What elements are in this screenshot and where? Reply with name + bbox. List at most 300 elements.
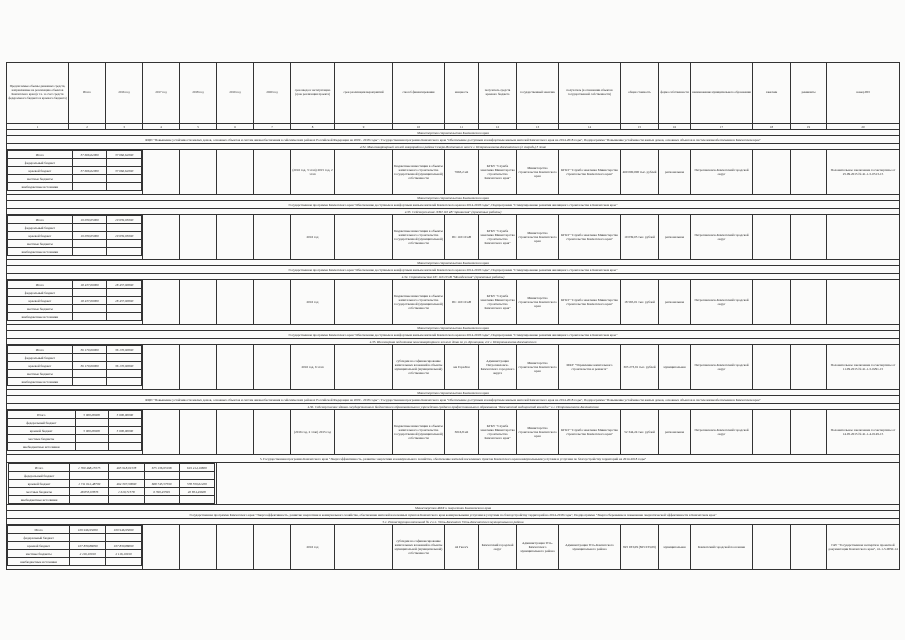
year-2019-cell	[217, 525, 254, 570]
col-header: Итого	[69, 63, 106, 124]
funding-value: 5 000,00000	[108, 427, 141, 435]
year-2019-cell	[217, 345, 254, 390]
funding-row	[8, 419, 142, 427]
col-number: 1	[7, 124, 69, 130]
method-cell: Бюджетные инвестиции в объекты капитального строительства государственной (муниципальной) собственности	[393, 215, 445, 260]
year-2019-cell	[217, 215, 254, 260]
col-header: номер ПИ	[827, 63, 900, 124]
program-name: 5. Государственная программа Камчатского края "Энергоэффективность, развитие энергетики и коммунального хозяйства, обеспечение жителей населенных пунктов Камчатского края коммунальными услугами и услугами по благоустройству территорий на 2014-2018 годы"	[7, 455, 900, 463]
funding-value	[108, 419, 141, 427]
municipality-cell: Камчатский городской поселение	[691, 525, 753, 570]
funding-label: Итого	[8, 281, 73, 289]
object-name: 4.35. Инженерная подготовка многоквартирного жилого дома по ул. Кроноцкая, 2/2 г. Петропавловска-Камчатского	[7, 339, 900, 345]
recipient-cell: КГКУ "Служба заказчика Министерства строительства Камчатского края"	[479, 280, 517, 325]
year-2020-cell	[254, 525, 291, 570]
funding-row	[8, 289, 142, 297]
funding-label: внебюджетные источники	[9, 496, 70, 504]
col-header: 2020 год	[254, 63, 291, 124]
funding-label: местные бюджеты	[8, 550, 70, 558]
col-number: 19	[791, 124, 827, 130]
program-row	[7, 396, 900, 404]
col-header: получатель (в отношении объектов государственной собственности)	[559, 63, 621, 124]
col-number: 10	[393, 124, 445, 130]
form-cell: муниципальная	[659, 525, 691, 570]
col-number: 20	[827, 124, 900, 130]
form-cell: региональная	[659, 215, 691, 260]
year-2018-cell	[180, 215, 217, 260]
funding-cell	[7, 410, 143, 455]
owner-cell: КГКУ "Служба заказчика Министерства строительства Камчатского края"	[559, 410, 621, 455]
funding-label: краевой бюджет	[8, 167, 73, 175]
term-cell: 2016 год	[291, 215, 335, 260]
funding-value	[107, 313, 142, 321]
funding-label: Итого	[9, 464, 70, 472]
funding-value	[72, 378, 107, 386]
funding-label: внебюджетные источники	[8, 378, 73, 386]
program-rest-cell	[217, 463, 900, 505]
funding-value	[107, 240, 142, 248]
funding-label: внебюджетные источники	[8, 248, 73, 256]
program-row	[7, 331, 900, 339]
year-2019-cell	[217, 410, 254, 455]
customer-cell: Министерство строительства Камчатского края	[517, 150, 559, 195]
funding-value	[107, 248, 142, 256]
funding-value: 1 760 468,15575	[70, 464, 109, 472]
col-header: заказчик	[753, 63, 791, 124]
funding-value	[107, 370, 142, 378]
funding-value	[72, 175, 107, 183]
method-cell: субсидии на софинансирование капитальных вложений в объекты муниципальной (муниципальной) собственности	[393, 345, 445, 390]
funding-value	[107, 224, 142, 232]
owner-cell: КГКУ "Служба заказчика Министерства строительства Камчатского края"	[559, 215, 621, 260]
year-2018-cell	[180, 150, 217, 195]
municipality-cell: Петропавловск-Камчатский городской округ	[691, 150, 753, 195]
year-2019-cell	[217, 150, 254, 195]
funding-label: внебюджетные источники	[8, 313, 73, 321]
year-2017-cell	[143, 410, 180, 455]
zakazchik-cell	[753, 525, 791, 570]
funding-value: 5 000,00000	[75, 411, 108, 419]
funding-row	[9, 472, 215, 480]
funding-value: 619 414,10800	[179, 464, 214, 472]
funding-row	[8, 175, 142, 183]
col-header: 2018 год	[180, 63, 217, 124]
funding-value: 37 666,62000	[107, 151, 142, 159]
funding-row	[8, 435, 142, 443]
power-cell: ПС 110/10 кВ	[445, 280, 479, 325]
funding-row	[8, 159, 142, 167]
funding-label: Итого	[8, 346, 73, 354]
funding-value: 40 854,49600	[179, 488, 214, 496]
col-number: 13	[517, 124, 559, 130]
funding-value: 109 946,95000	[70, 526, 106, 534]
term-cell: 2016 год	[291, 525, 335, 570]
funding-label: федеральный бюджет	[8, 354, 73, 362]
funding-row	[8, 354, 142, 362]
program-row	[7, 511, 900, 519]
funding-value	[106, 558, 142, 566]
form-cell: региональная	[659, 410, 691, 455]
funding-value	[72, 370, 107, 378]
funding-value	[107, 159, 142, 167]
year-2017-cell	[143, 150, 180, 195]
funding-row	[9, 488, 215, 496]
owner-cell: Администрация Усть-Камчатского муниципального района	[559, 525, 621, 570]
funding-row	[8, 362, 142, 370]
funding-value: 37 666,62000	[107, 167, 142, 175]
funding-label: Итого	[8, 526, 70, 534]
funding-value	[72, 159, 107, 167]
funding-row	[9, 480, 215, 488]
funding-cell	[7, 525, 143, 570]
header-row	[7, 63, 900, 124]
year-2020-cell	[254, 150, 291, 195]
program-row	[7, 201, 900, 209]
funding-value: 19 039,05000	[107, 232, 142, 240]
ministry-name: Министерство строительства Камчатского края	[7, 130, 900, 136]
funding-value	[70, 496, 109, 504]
funding-value	[109, 472, 144, 480]
funding-value	[70, 558, 106, 566]
funding-value	[107, 378, 142, 386]
funding-row	[8, 526, 142, 534]
year-2017-cell	[143, 215, 180, 260]
funding-label: местные бюджеты	[8, 305, 73, 313]
recipient-cell: Камчатский городской округ	[479, 525, 517, 570]
municipality-cell: Петропавловск-Камчатский городской округ	[691, 345, 753, 390]
col-header: общая стоимость	[621, 63, 659, 124]
form-cell: региональная	[659, 150, 691, 195]
funding-row	[8, 378, 142, 386]
program-name: Государственная программа Камчатского края "Обеспечение доступным и комфортным жильем жителей Камчатского края на 2014-2018 годы", Подпрограмма "Стимулирование развития жилищного строительства в Камчатском крае"	[7, 201, 900, 209]
cost-cell: 825 033,09 (825 033,09)	[621, 525, 659, 570]
cost-cell: 460 000,000 тыс. рублей	[621, 150, 659, 195]
object-name: 4.36. Сейсмоусиление здания государственного бюджетного образовательного учреждения среднего профессионального образования "Камчатский медицинский колледж" в г. Петропавловске-Камчатском	[7, 404, 900, 410]
funding-cell	[7, 280, 143, 325]
funding-value	[179, 496, 214, 504]
pi-cell	[827, 215, 900, 260]
program-name: Государственная программа Камчатского края "Энергоэффективность, развитие энергетики и коммунального хозяйства, обеспечение жителей населенных пунктов Камчатского края коммунальными услугами и услугами по благоустройству территорий на 2014-2018 годы", Подпрограмма "Энергосбережение и повышение энергетической эффективности в Камчатском крае"	[7, 511, 900, 519]
form-cell: муниципальная	[659, 345, 691, 390]
program-name: Государственная программа Камчатского края "Обеспечение доступным и комфортным жильем жителей Камчатского края на 2014-2018 годы", Подпрограмма "Стимулирование развития жилищного строительства в Камчатском крае"	[7, 331, 900, 339]
pi-cell: Положительное заключение госэкспертизы от 14.05.2015 № 41-1-4-0149-15	[827, 410, 900, 455]
funding-label: местные бюджеты	[9, 488, 70, 496]
method-cell: Бюджетные инвестиции в объекты капитального строительства государственной (муниципальной) собственности	[393, 150, 445, 195]
funding-value: 37 666,62000	[72, 167, 107, 175]
object-name: 4.34. Строительство ПС 110/10 кВ "Молодежная" (проектные работы)	[7, 274, 900, 280]
funding-value	[72, 313, 107, 321]
funding-row	[9, 496, 215, 504]
object-name: 5.1. Реконструкция котельной № 2 в п. Усть-Камчатск Усть-Камчатского муниципального района	[7, 519, 900, 525]
funding-row	[8, 305, 142, 313]
funding-label: федеральный бюджет	[8, 419, 76, 427]
funding-row	[8, 151, 142, 159]
funding-row	[8, 346, 142, 354]
method-cell: Бюджетные инвестиции в объекты капитального строительства государственной (муниципальной) собственности	[393, 280, 445, 325]
col-number: 5	[180, 124, 217, 130]
funding-value	[107, 354, 142, 362]
year-2018-cell	[180, 525, 217, 570]
year-2018-cell	[180, 410, 217, 455]
activity-term-cell	[335, 525, 393, 570]
program-row	[7, 136, 900, 144]
funding-value: 18 437,00000	[107, 281, 142, 289]
object-detail-row	[7, 345, 900, 390]
col-number: 2	[69, 124, 106, 130]
owner-cell: МКУ "Управление капитального строительства и ремонта"	[559, 345, 621, 390]
funding-cell	[7, 150, 143, 195]
funding-label: внебюджетные источники	[8, 558, 70, 566]
funding-value	[72, 240, 107, 248]
funding-table	[7, 345, 142, 386]
funding-row	[8, 443, 142, 451]
zakazchik-cell	[753, 345, 791, 390]
zakazchik-cell	[753, 150, 791, 195]
funding-label: федеральный бюджет	[8, 224, 73, 232]
funding-cell	[7, 215, 143, 260]
col-number: 4	[143, 124, 180, 130]
funding-label: федеральный бюджет	[9, 472, 70, 480]
funding-value: 48 855,67876	[70, 488, 109, 496]
col-header: 2017 год	[143, 63, 180, 124]
funding-label: федеральный бюджет	[8, 534, 70, 542]
customer-cell: Министерство строительства Камчатского края	[517, 345, 559, 390]
funding-row	[8, 281, 142, 289]
funding-value	[70, 472, 109, 480]
funding-value	[107, 183, 142, 191]
funding-table	[7, 410, 142, 451]
col-header: наименование муниципального образования	[691, 63, 753, 124]
ministry-name: Министерство строительства Камчатского края	[7, 325, 900, 331]
funding-value	[108, 435, 141, 443]
funding-table	[7, 525, 142, 566]
col-number: 17	[691, 124, 753, 130]
power-cell: 3016,8 м2	[445, 410, 479, 455]
municipality-cell: Петропавловск-Камчатский городской округ	[691, 215, 753, 260]
col-number: 7	[254, 124, 291, 130]
customer-cell: Министерство строительства Камчатского края	[517, 215, 559, 260]
year-2020-cell	[254, 345, 291, 390]
recipient-cell: КГКУ "Служба заказчика Министерства строительства Камчатского края"	[479, 150, 517, 195]
power-cell: 44 Гкал/ч	[445, 525, 479, 570]
funding-value	[106, 534, 142, 542]
year-2018-cell	[180, 280, 217, 325]
form-cell: региональная	[659, 280, 691, 325]
funding-value: 18 437,00000	[107, 297, 142, 305]
requisites-cell	[791, 280, 827, 325]
funding-value	[75, 443, 108, 451]
funding-label: Итого	[8, 216, 73, 224]
year-2017-cell	[143, 345, 180, 390]
col-header: срок ввода в эксплуатацию (срок реализации проекта)	[291, 63, 335, 124]
activity-term-cell	[335, 410, 393, 455]
object-name: 4.33. Сейсмоусиление ЛЭП 110 кВ "Арнинская" (проектные работы)	[7, 209, 900, 215]
power-cell: км Гора/Км	[445, 345, 479, 390]
funding-label: краевой бюджет	[8, 297, 73, 305]
object-detail-row	[7, 525, 900, 570]
funding-value: 36 170,00000	[72, 346, 107, 354]
object-name: 4.32. Многоквартирный жилой микрорайон в районе Северо-Восточного шоссе г. Петропавловска-Камчатского (2 очередь) 3 этап	[7, 144, 900, 150]
col-header: государственный заказчик	[517, 63, 559, 124]
year-2020-cell	[254, 410, 291, 455]
activity-term-cell	[335, 150, 393, 195]
col-header: 2016 год	[106, 63, 143, 124]
col-number: 15	[621, 124, 659, 130]
cost-cell: 18 565,01 тыс. рублей	[621, 280, 659, 325]
requisites-cell	[791, 150, 827, 195]
funding-value: 18 437,00000	[72, 281, 107, 289]
col-header: реквизиты	[791, 63, 827, 124]
col-number: 3	[106, 124, 143, 130]
funding-value: 36 170,00000	[107, 346, 142, 354]
col-number: 6	[217, 124, 254, 130]
funding-value: 668 745,57599	[144, 480, 179, 488]
zakazchik-cell	[753, 215, 791, 260]
funding-row	[8, 313, 142, 321]
ministry-name: Министерство строительства Камчатского края	[7, 390, 900, 396]
year-2017-cell	[143, 280, 180, 325]
funding-value	[108, 443, 141, 451]
funding-value: 107 830,88090	[106, 542, 142, 550]
funding-value	[72, 289, 107, 297]
funding-value: 1 610,71578	[109, 488, 144, 496]
funding-table	[7, 215, 142, 256]
municipality-cell: Петропавловск-Камчатский городской округ	[691, 280, 753, 325]
funding-value	[72, 354, 107, 362]
funding-label: краевой бюджет	[8, 362, 73, 370]
funding-label: федеральный бюджет	[8, 289, 73, 297]
funding-row	[8, 558, 142, 566]
funding-row	[8, 411, 142, 419]
term-cell: (2016 год, 3 этап) 2015 год, 2 этап	[291, 150, 335, 195]
col-number: 8	[291, 124, 335, 130]
municipality-cell: Петропавловск-Камчатский городской округ	[691, 410, 753, 455]
activity-term-cell	[335, 215, 393, 260]
funding-value	[144, 472, 179, 480]
funding-value: 578 559,61200	[179, 480, 214, 488]
funding-value	[144, 496, 179, 504]
object-detail-row	[7, 410, 900, 455]
funding-label: внебюджетные источники	[8, 443, 76, 451]
funding-value: 5 000,00000	[108, 411, 141, 419]
cost-cell: 52 344,24 тыс. рублей	[621, 410, 659, 455]
investment-table	[6, 62, 900, 570]
activity-term-cell	[335, 345, 393, 390]
object-detail-row	[7, 280, 900, 325]
recipient-cell: Администрация Петропавловск-Камчатского городского округа	[479, 345, 517, 390]
funding-label: краевой бюджет	[8, 542, 70, 550]
table-body	[7, 124, 900, 570]
funding-row	[8, 183, 142, 191]
program-name: ФЦП "Повышение устойчивости жилых домов, основных объектов и систем жизнеобеспечения в сейсмических районах Российской Федерации на 2009 - 2018 годы" / Государственная программа Камчатского края "Обеспечение доступным и комфортным жильем жителей Камчатского края на 2014-2018 годы", Подпрограмма "Повышение устойчивости жилых домов, основных объектов и систем жизнеобеспечения в Камчатском крае"	[7, 136, 900, 144]
funding-label: краевой бюджет	[8, 232, 73, 240]
cost-cell: 303 273,91 тыс. рублей	[621, 345, 659, 390]
funding-value: 109 946,95000	[106, 526, 142, 534]
year-2020-cell	[254, 215, 291, 260]
zakazchik-cell	[753, 410, 791, 455]
funding-cell	[7, 345, 143, 390]
funding-value: 2 116,10910	[106, 550, 142, 558]
object-detail-row	[7, 150, 900, 195]
funding-value: 19 039,05000	[72, 232, 107, 240]
program-row	[7, 266, 900, 274]
funding-value: 1 711 612,48799	[70, 480, 109, 488]
requisites-cell	[791, 410, 827, 455]
funding-value: 19 039,05000	[107, 216, 142, 224]
col-number: 12	[479, 124, 517, 130]
funding-label: краевой бюджет	[9, 480, 70, 488]
funding-label: местные бюджеты	[8, 435, 76, 443]
power-cell: ПС 110/10 кВ	[445, 215, 479, 260]
col-number: 16	[659, 124, 691, 130]
funding-value	[75, 419, 108, 427]
pi-cell: Положительное заключение госэкспертизы от 25.09.2015 № 41-1-5-0513-15	[827, 150, 900, 195]
funding-row	[8, 232, 142, 240]
funding-value: 465 918,01578	[109, 464, 144, 472]
year-2018-cell	[180, 345, 217, 390]
funding-value: 37 666,62000	[72, 151, 107, 159]
funding-label: местные бюджеты	[8, 240, 73, 248]
col-header: 2019 год	[217, 63, 254, 124]
funding-value: 5 000,00000	[75, 427, 108, 435]
ministry-name: Министерство строительства Камчатского края	[7, 195, 900, 201]
funding-value	[109, 496, 144, 504]
funding-value: 107 830,88090	[70, 542, 106, 550]
funding-label: Итого	[8, 411, 76, 419]
funding-row	[8, 248, 142, 256]
funding-row	[8, 297, 142, 305]
col-header: форма собственности	[659, 63, 691, 124]
funding-value	[107, 175, 142, 183]
method-cell: субсидии на софинансирование капитальных вложений в объекты муниципальной (муниципальной) собственности	[393, 525, 445, 570]
funding-value	[72, 183, 107, 191]
program-funding-cell	[7, 463, 217, 505]
activity-term-cell	[335, 280, 393, 325]
funding-row	[8, 224, 142, 232]
program-name: ФЦП "Повышение устойчивости жилых домов, основных объектов и систем жизнеобеспечения в сейсмических районах Российской Федерации на 2009 - 2018 годы" / Государственная программа Камчатского края "Обеспечение доступным и комфортным жильем жителей Камчатского края на 2014-2018 годы", Подпрограмма "Повышение устойчивости жилых домов, основных объектов и систем жизнеобеспечения в Камчатском крае"	[7, 396, 900, 404]
funding-value: 464 307,30000	[109, 480, 144, 488]
term-cell: 2016 год	[291, 280, 335, 325]
funding-value: 18 437,00000	[72, 297, 107, 305]
funding-label: местные бюджеты	[8, 370, 73, 378]
funding-value	[107, 289, 142, 297]
owner-cell: КГКУ "Служба заказчика Министерства строительства Камчатского края"	[559, 280, 621, 325]
funding-value	[72, 248, 107, 256]
pi-cell: Положительное заключение госэкспертизы от 11.09.2015 № 41-1-5-0291-15	[827, 345, 900, 390]
cost-cell: 19 039,05 тыс. рублей	[621, 215, 659, 260]
customer-cell: Министерство строительства Камчатского края	[517, 280, 559, 325]
ministry-name: Министерство строительства Камчатского края	[7, 260, 900, 266]
ministry-name: Министерство ЖКХ и энергетики Камчатского края	[7, 505, 900, 511]
funding-value: 6 390,45599	[144, 488, 179, 496]
funding-label: Итого	[8, 151, 73, 159]
program-row	[7, 455, 900, 463]
funding-value	[72, 224, 107, 232]
col-number: 18	[753, 124, 791, 130]
funding-row	[8, 542, 142, 550]
customer-cell: Министерство строительства Камчатского края	[517, 410, 559, 455]
year-2020-cell	[254, 280, 291, 325]
col-number: 14	[559, 124, 621, 130]
funding-row	[9, 464, 215, 472]
funding-value: 36 170,00000	[72, 362, 107, 370]
recipient-cell: КГКУ "Служба заказчика Министерства строительства Камчатского края"	[479, 215, 517, 260]
funding-value	[72, 305, 107, 313]
funding-row	[8, 370, 142, 378]
method-cell: Бюджетные инвестиции в объекты капитального строительства государственной (муниципальной) собственности	[393, 410, 445, 455]
owner-cell: КГКУ "Служба заказчика Министерства строительства Камчатского края"	[559, 150, 621, 195]
funding-value: 19 039,05000	[72, 216, 107, 224]
